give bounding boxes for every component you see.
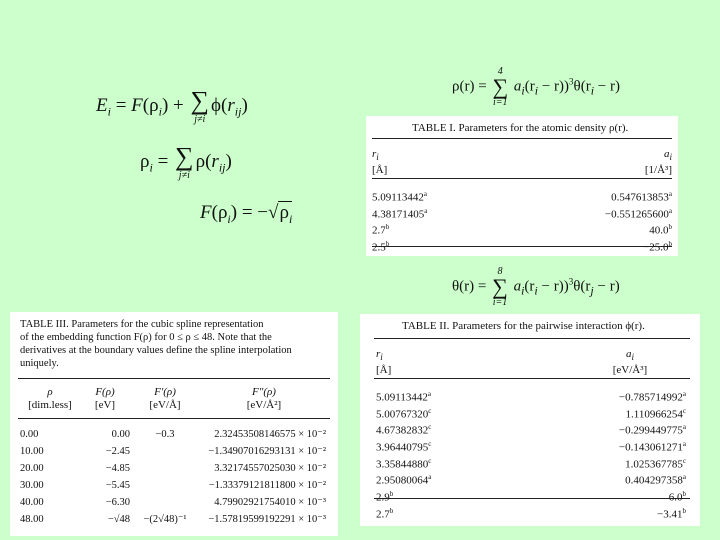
cell (130, 443, 200, 460)
density-equation: $\rho_i$ = ∑ j≠i $\rho(r_{ij})$ (140, 142, 232, 181)
eq-term: θ(r (573, 278, 591, 295)
cell: 5.09113442 (376, 391, 428, 404)
col-symbol: F(ρ) (95, 386, 115, 398)
eq-operator: = (115, 94, 127, 116)
title-line: of the embedding function F(ρ) for 0 ≤ ρ ≤ 48. Note that the (20, 332, 272, 343)
footnote: c (682, 456, 686, 465)
cell: 0.00 (20, 429, 39, 440)
table-rule (372, 178, 672, 179)
footnote: c (428, 423, 432, 432)
eq-lhs: ρ(r) = (452, 78, 487, 95)
table-row (20, 443, 326, 460)
theta-r-equation: θ(r) = 8 ∑ i=1 $a_i(r_i - r))^3\theta(r_j - r)$ (452, 266, 620, 308)
table-row (372, 205, 672, 222)
table-rule (374, 338, 690, 339)
cell: −6.30 (105, 497, 130, 508)
eq-power: 3 (569, 76, 574, 87)
sum-symbol: ∑ j≠i (190, 86, 210, 125)
cell: −0.551265600 (604, 208, 669, 221)
footnote: c (428, 406, 432, 415)
table-row (20, 511, 326, 528)
col-subscript: i (631, 352, 635, 363)
footnote: b (385, 223, 390, 232)
col-unit: [eV/Å²] (246, 399, 282, 411)
sum-limit: i=1 (492, 297, 508, 308)
table1-panel (366, 116, 678, 256)
sum-limit: j≠i (178, 170, 190, 181)
sum-symbol: 4 ∑ i=1 (492, 66, 509, 108)
eq-symbol: ρ (217, 202, 228, 223)
footnote: b (668, 223, 672, 232)
cell: 2.95080064 (376, 474, 429, 487)
cell: −25.0 (643, 241, 669, 254)
cell: −3.41 (657, 508, 683, 521)
footnote: b (682, 489, 686, 498)
col-symbol: a (663, 148, 670, 160)
footnote: a (682, 439, 686, 448)
table-row (376, 455, 686, 472)
table1-header (372, 148, 672, 177)
table-rule (18, 378, 330, 379)
cell: 4.38171405 (372, 208, 425, 221)
cell: 2.9 (376, 491, 390, 504)
col-symbol: ρ (47, 386, 53, 398)
cell: 48.00 (20, 514, 44, 525)
footnote: b (668, 239, 672, 248)
sum-symbol: ∑ j≠i (175, 142, 194, 181)
table3-panel (10, 312, 338, 536)
table1-body (372, 188, 672, 255)
rho-r-equation: ρ(r) = 4 ∑ i=1 $a_i(r_i - r))^3\theta(r_i - r)$ (452, 66, 620, 108)
cell: 3.35844880 (376, 458, 429, 471)
footnote: a (682, 390, 686, 398)
eq-term: − r) (537, 278, 564, 295)
sum-limit: j≠i (194, 114, 206, 125)
eq-subscript: i (107, 104, 111, 119)
eq-subscript: i (590, 83, 595, 98)
eq-symbol: ρ (195, 150, 206, 172)
col-unit: [dim.less] (28, 399, 72, 411)
footnote: a (668, 190, 672, 198)
cell: 2.5 (372, 241, 386, 254)
eq-symbol: a (513, 278, 522, 295)
footnote: b (682, 506, 686, 515)
col-symbol: F″(ρ) (252, 386, 276, 398)
table2-body (376, 388, 686, 521)
footnote: b (389, 489, 394, 498)
footnote: a (427, 390, 431, 398)
table-row (376, 471, 686, 488)
eq-term: − r) (538, 78, 565, 95)
eq-power: 3 (568, 276, 574, 287)
table2-header (376, 348, 688, 377)
table2-title: TABLE II. Parameters for the pairwise interaction ϕ(r). (402, 320, 645, 332)
eq-symbol: r (227, 94, 235, 116)
eq-subscript: i (227, 211, 231, 226)
col-unit: [eV/Å³] (612, 364, 648, 377)
table-row (376, 505, 686, 522)
cell: 2.7 (372, 224, 386, 237)
footnote: a (428, 473, 432, 482)
col-unit: [Å] (376, 364, 392, 377)
cell: −1.33379121811800 × 10⁻² (208, 480, 326, 491)
cell: −0.143061271 (618, 441, 683, 454)
footnote: c (682, 406, 686, 415)
cell: 6.0 (668, 491, 683, 504)
cell: 10.00 (20, 446, 44, 457)
cell: −1.34907016293131 × 10⁻² (208, 446, 326, 457)
sum-upper: 8 (497, 266, 503, 277)
eq-operator: = (157, 150, 169, 172)
title-line: TABLE III. Parameters for the cubic spline representation (20, 319, 264, 330)
cell: −2.45 (105, 446, 130, 457)
cell: −0.3 (155, 429, 175, 440)
eq-symbol: ρ (140, 150, 150, 172)
cell: −5.45 (105, 480, 130, 491)
eq-symbol: ρ (149, 94, 159, 116)
footnote: b (385, 239, 390, 248)
embedding-equation: $F(\rho_i) = -√\rho_i$ (200, 202, 293, 226)
cell: −(2√48)⁻¹ (143, 514, 187, 525)
cell: 0.404297358 (625, 474, 683, 487)
cell: 2.32453508146575 × 10⁻² (214, 429, 326, 440)
footnote: a (668, 206, 672, 215)
col-unit: [eV] (94, 399, 116, 411)
cell: −0.785714992 (618, 391, 683, 404)
col-unit: [1/Å³] (644, 164, 672, 177)
eq-subscript: ij (234, 104, 242, 119)
cell: 3.96440795 (376, 441, 429, 454)
cell: 30.00 (20, 480, 44, 491)
cell (130, 460, 200, 477)
eq-operator: = − (241, 202, 269, 223)
eq-term: − r) (593, 278, 620, 295)
table3-header (20, 386, 328, 412)
footnote: c (428, 439, 432, 448)
eq-symbol: F (200, 202, 212, 223)
cell: 4.79902921754010 × 10⁻³ (214, 497, 326, 508)
col-subscript: i (380, 352, 383, 363)
eq-symbol: ρ (279, 202, 289, 223)
eq-term: θ(r (573, 78, 591, 95)
cell: 1.110966254 (625, 408, 683, 421)
eq-term: (r (524, 278, 535, 295)
table-rule (372, 138, 672, 139)
table-row (20, 460, 326, 477)
eq-subscript: j (590, 283, 594, 298)
footnote: a (424, 206, 428, 215)
cell: 3.32174557025030 × 10⁻² (214, 463, 326, 474)
table3-title (20, 318, 332, 370)
table-rule (374, 378, 690, 379)
table-row (20, 426, 326, 443)
col-symbol: r (372, 148, 377, 160)
cell: 40.00 (20, 497, 44, 508)
cell: −√48 (107, 514, 130, 525)
cell: 20.00 (20, 463, 44, 474)
table-rule (372, 246, 672, 247)
eq-symbol: a (513, 78, 522, 95)
table-row (376, 405, 686, 422)
footnote: b (389, 506, 394, 515)
cell (130, 494, 200, 511)
cell: 4.67382832 (376, 424, 429, 437)
eq-symbol: ϕ (211, 94, 222, 116)
footnote: a (682, 473, 686, 482)
sqrt-sign: √ (268, 202, 279, 223)
col-unit: [eV/Å] (149, 399, 181, 411)
col-symbol: r (376, 348, 381, 360)
table-row (376, 438, 686, 455)
table-row (20, 494, 326, 511)
table-row (376, 388, 686, 405)
table-row (376, 488, 686, 505)
cell: −0.299449775 (618, 424, 683, 437)
eq-subscript: i (534, 283, 538, 298)
table3-body (20, 426, 326, 528)
table-rule (374, 498, 690, 499)
eq-subscript: ij (218, 160, 226, 175)
col-subscript: i (376, 152, 379, 163)
col-symbol: F′(ρ) (154, 386, 176, 398)
col-unit: [Å] (372, 164, 388, 177)
footnote: c (428, 456, 432, 465)
eq-lhs: θ(r) = (452, 278, 487, 295)
eq-subscript: i (521, 83, 525, 98)
eq-subscript: i (158, 104, 162, 119)
cell: 0.547613853 (611, 191, 669, 204)
eq-operator: + (173, 94, 184, 116)
eq-term: − r) (594, 78, 620, 95)
table-rule (18, 418, 330, 419)
title-line: uniquely. (20, 358, 59, 369)
eq-symbol: F (131, 94, 143, 116)
sum-symbol: 8 ∑ i=1 (492, 266, 508, 308)
cell (130, 477, 200, 494)
energy-equation: $E_i = F(\rho_i)$ + ∑ j≠i $\phi(r_{ij})$ (96, 86, 248, 125)
table1-title: TABLE I. Parameters for the atomic density ρ(r). (412, 122, 629, 134)
col-symbol: a (625, 348, 632, 360)
eq-subscript: i (149, 160, 153, 175)
footnote: a (682, 423, 686, 432)
cell: 2.7 (376, 508, 390, 521)
cell: 5.09113442 (372, 191, 424, 204)
cell: 40.0 (649, 224, 669, 237)
cell: 5.00767320 (376, 408, 429, 421)
table-row (372, 221, 672, 238)
eq-term: (r (524, 78, 535, 95)
title-line: derivatives at the boundary values define the spline interpolation (20, 345, 292, 356)
cell: −1.57819599192291 × 10⁻³ (208, 514, 326, 525)
cell: −4.85 (105, 463, 130, 474)
eq-symbol: E (96, 94, 108, 116)
col-subscript: i (669, 152, 672, 163)
sum-limit: i=1 (493, 97, 508, 108)
eq-subscript: i (521, 283, 525, 298)
sum-upper: 4 (497, 66, 503, 77)
eq-subscript: i (288, 211, 293, 226)
table-row (372, 188, 672, 205)
table-row (376, 421, 686, 438)
cell: 0.00 (111, 429, 130, 440)
eq-symbol: r (211, 150, 219, 172)
table2-panel (360, 314, 700, 526)
eq-subscript: i (534, 83, 539, 98)
table-row (20, 477, 326, 494)
footnote: a (423, 190, 427, 198)
cell: 1.025367785 (625, 458, 683, 471)
